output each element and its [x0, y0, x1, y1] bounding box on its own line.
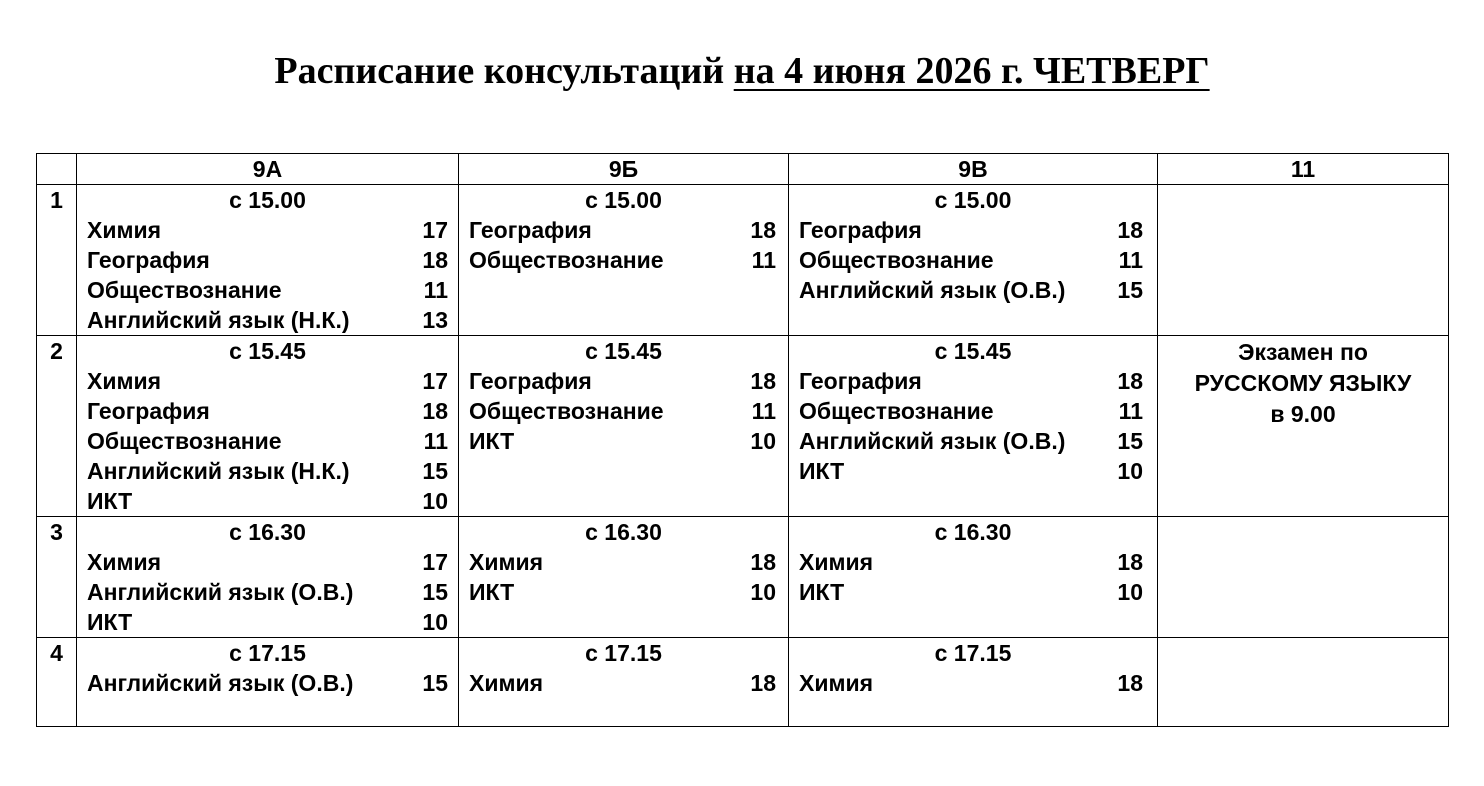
room-number: 15 [422, 458, 448, 484]
subject-name: Обществознание [469, 398, 664, 424]
class-cell-9a [77, 517, 459, 638]
consultation-item [459, 668, 788, 698]
schedule-row [37, 638, 1449, 727]
consultation-item [789, 668, 1157, 698]
subject-name: География [469, 217, 592, 243]
subject-name: Английский язык (О.В.) [87, 579, 354, 605]
header-9v: 9В [789, 154, 1158, 185]
subject-name: Английский язык (О.В.) [799, 277, 1066, 303]
schedule-row [37, 185, 1449, 336]
subject-name: ИКТ [469, 579, 515, 605]
subject-name: Английский язык (О.В.) [87, 670, 354, 696]
subject-name: ИКТ [799, 579, 845, 605]
consultation-item [77, 426, 458, 456]
consultation-item [77, 486, 458, 516]
header-9b: 9Б [459, 154, 789, 185]
consultation-item [789, 215, 1157, 245]
class-cell-9v [789, 336, 1158, 517]
class-cell-11 [1158, 638, 1449, 727]
room-number: 11 [423, 277, 448, 303]
header-9a: 9А [77, 154, 459, 185]
room-number: 15 [422, 579, 448, 605]
subject-name: Химия [469, 670, 544, 696]
consultation-item [77, 577, 458, 607]
subject-name: Английский язык (О.В.) [799, 428, 1066, 454]
class-cell-9b [459, 185, 789, 336]
subject-name: ИКТ [469, 428, 515, 454]
room-number: 10 [1117, 579, 1143, 605]
header-row [37, 154, 1449, 185]
consultation-item [789, 547, 1157, 577]
start-time: с 15.00 [934, 187, 1012, 213]
start-time: с 15.00 [229, 187, 306, 213]
class-cell-9b [459, 517, 789, 638]
subject-name: Химия [87, 368, 162, 394]
subject-name: ИКТ [87, 609, 133, 635]
room-number: 10 [422, 488, 448, 514]
consultation-item [789, 577, 1157, 607]
consultation-item [789, 245, 1157, 275]
room-number: 15 [1117, 277, 1143, 303]
start-time: с 16.30 [585, 519, 662, 545]
class-cell-9v [789, 638, 1158, 727]
subject-name: Английский язык (Н.К.) [87, 458, 350, 484]
subject-name: Обществознание [469, 247, 664, 273]
room-number: 11 [423, 428, 448, 454]
schedule-row [37, 336, 1449, 517]
room-number: 17 [422, 368, 448, 394]
class-cell-11 [1158, 336, 1449, 517]
room-number: 18 [750, 670, 776, 696]
room-number: 18 [1117, 368, 1143, 394]
exam-note-line: Экзамен по [1238, 339, 1368, 365]
start-time: с 16.30 [229, 519, 306, 545]
page-title [0, 48, 1484, 94]
consultation-item [789, 275, 1157, 305]
class-cell-9a [77, 336, 459, 517]
subject-name: Обществознание [799, 398, 994, 424]
consultation-item [77, 547, 458, 577]
consultation-item [789, 426, 1157, 456]
room-number: 10 [422, 609, 448, 635]
start-time: с 15.45 [934, 338, 1012, 364]
subject-name: География [469, 368, 592, 394]
room-number: 18 [1117, 549, 1143, 575]
start-time: с 17.15 [934, 640, 1012, 666]
room-number: 15 [422, 670, 448, 696]
subject-name: Английский язык (Н.К.) [87, 307, 350, 333]
subject-name: Химия [87, 217, 162, 243]
consultation-item [77, 275, 458, 305]
start-time: с 16.30 [934, 519, 1012, 545]
title-date: на 4 июня 2026 г. ЧЕТВЕРГ [733, 50, 1210, 92]
subject-name: География [799, 368, 922, 394]
start-time: с 17.15 [585, 640, 662, 666]
room-number: 18 [750, 368, 776, 394]
room-number: 18 [750, 549, 776, 575]
room-number: 17 [422, 549, 448, 575]
room-number: 18 [422, 247, 448, 273]
room-number: 18 [1117, 217, 1143, 243]
room-number: 10 [750, 428, 776, 454]
consultation-item [789, 366, 1157, 396]
title-prefix: Расписание консультаций [274, 50, 725, 92]
subject-name: Химия [799, 549, 874, 575]
subject-name: Химия [87, 549, 162, 575]
start-time: с 15.45 [585, 338, 662, 364]
room-number: 13 [422, 307, 448, 333]
consultation-item [459, 245, 788, 275]
consultation-item [789, 456, 1157, 486]
room-number: 18 [750, 217, 776, 243]
subject-name: ИКТ [799, 458, 845, 484]
consultation-item [77, 396, 458, 426]
class-cell-9b [459, 336, 789, 517]
consultation-item [77, 456, 458, 486]
exam-note-line: РУССКОМУ ЯЗЫКУ [1194, 370, 1412, 396]
consultation-item [459, 547, 788, 577]
subject-name: Обществознание [87, 277, 282, 303]
subject-name: ИКТ [87, 488, 133, 514]
consultation-item [459, 396, 788, 426]
start-time: с 15.00 [585, 187, 662, 213]
schedule-row [37, 517, 1449, 638]
header-num [37, 154, 77, 185]
room-number: 17 [422, 217, 448, 243]
lesson-number: 1 [37, 185, 77, 336]
class-cell-9v [789, 517, 1158, 638]
room-number: 10 [750, 579, 776, 605]
consultation-item [77, 215, 458, 245]
class-cell-9a [77, 638, 459, 727]
subject-name: Химия [799, 670, 874, 696]
subject-name: География [87, 398, 210, 424]
lesson-number: 4 [37, 638, 77, 727]
room-number: 18 [1117, 670, 1143, 696]
consultation-item [77, 668, 458, 698]
consultation-item [459, 577, 788, 607]
class-cell-11 [1158, 185, 1449, 336]
room-number: 15 [1117, 428, 1143, 454]
class-cell-11 [1158, 517, 1449, 638]
subject-name: Обществознание [87, 428, 282, 454]
consultation-item [459, 426, 788, 456]
start-time: с 15.45 [229, 338, 306, 364]
exam-note-line: в 9.00 [1270, 401, 1336, 427]
header-11: 11 [1158, 154, 1449, 185]
lesson-number: 2 [37, 336, 77, 517]
consultation-item [77, 607, 458, 637]
start-time: с 17.15 [229, 640, 306, 666]
room-number: 11 [751, 398, 776, 424]
consultation-item [77, 245, 458, 275]
consultation-item [459, 215, 788, 245]
lesson-number: 3 [37, 517, 77, 638]
subject-name: Химия [469, 549, 544, 575]
subject-name: Обществознание [799, 247, 994, 273]
consultation-item [459, 366, 788, 396]
consultation-item [77, 305, 458, 335]
room-number: 10 [1117, 458, 1143, 484]
room-number: 11 [1118, 398, 1143, 424]
subject-name: География [799, 217, 922, 243]
schedule-table [36, 153, 1449, 727]
room-number: 11 [751, 247, 776, 273]
consultation-item [789, 396, 1157, 426]
consultation-item [77, 366, 458, 396]
class-cell-9b [459, 638, 789, 727]
room-number: 11 [1118, 247, 1143, 273]
subject-name: География [87, 247, 210, 273]
class-cell-9v [789, 185, 1158, 336]
class-cell-9a [77, 185, 459, 336]
room-number: 18 [422, 398, 448, 424]
